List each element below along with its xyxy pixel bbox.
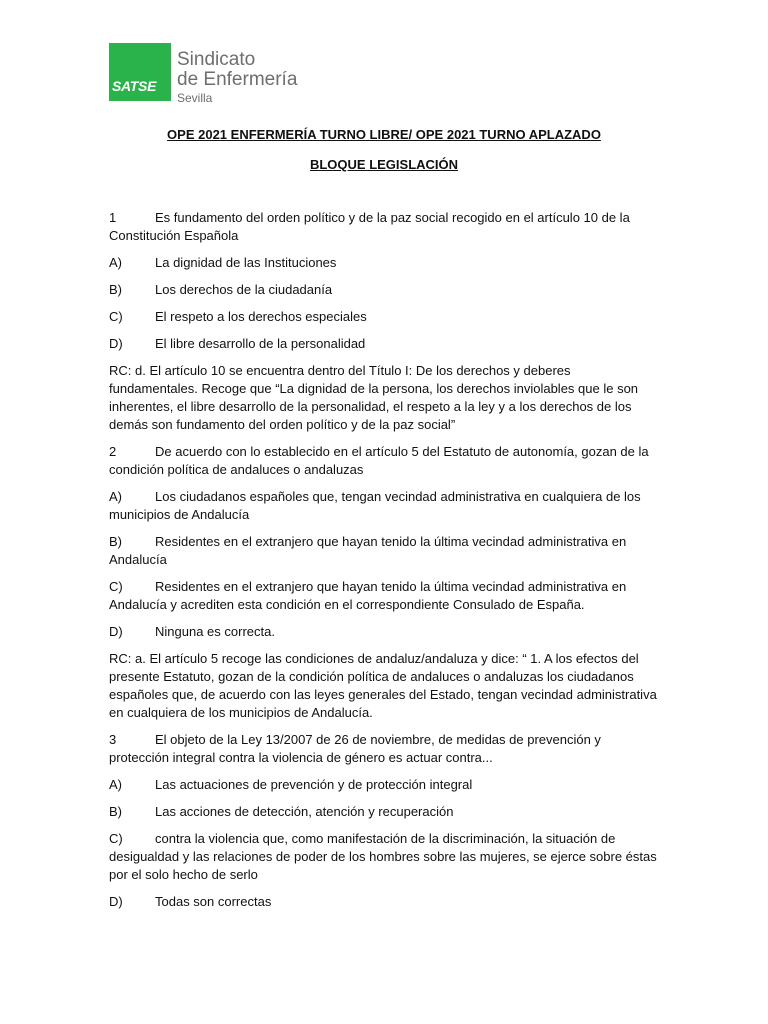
logo-line-sindicato: Sindicato [177, 49, 256, 70]
answer-option [109, 254, 661, 272]
answer-option [109, 308, 661, 326]
answer-option [109, 830, 661, 884]
logo-line-sevilla: Sevilla [177, 91, 213, 105]
option-text: Residentes en el extranjero que hayan tenido la última vecindad administrativa en Andalucía y acrediten esta condición en el correspondiente Consulado de España. [109, 579, 627, 612]
satse-logo [109, 43, 297, 105]
option-text: Las actuaciones de prevención y de protección integral [155, 777, 473, 792]
option-text: Los ciudadanos españoles que, tengan vecindad administrativa en cualquiera de los municipios de Andalucía [109, 489, 641, 522]
option-text: Ninguna es correcta. [155, 624, 275, 639]
option-label: B) [109, 534, 122, 549]
question-1 [109, 209, 661, 245]
option-label: D) [109, 894, 123, 909]
logo-line-enfermeria: de Enfermería [177, 69, 298, 90]
answer-option [109, 578, 661, 614]
question-3 [109, 731, 661, 767]
option-label: A) [109, 255, 122, 270]
option-label: A) [109, 489, 122, 504]
option-label: A) [109, 777, 122, 792]
option-label: B) [109, 282, 122, 297]
question-text: Es fundamento del orden político y de la paz social recogido en el artículo 10 de la Constitución Española [109, 210, 630, 243]
option-text: contra la violencia que, como manifestación de la discriminación, la situación de desigualdad y las relaciones de poder de los hombres sobre las mujeres, se ejerce sobre éstas por el solo hecho de serlo [109, 831, 657, 882]
option-label: B) [109, 804, 122, 819]
option-text: Las acciones de detección, atención y recuperación [155, 804, 454, 819]
answer-option [109, 281, 661, 299]
option-label: C) [109, 831, 123, 846]
question-text: El objeto de la Ley 13/2007 de 26 de noviembre, de medidas de prevención y protección integral contra la violencia de género es actuar contra... [109, 732, 601, 765]
satse-logo-mark [109, 43, 171, 101]
document-subtitle: BLOQUE LEGISLACIÓN [309, 157, 459, 172]
correct-answer-note: RC: d. El artículo 10 se encuentra dentro del Título I: De los derechos y deberes fundamentales. Recoge que “La dignidad de la persona, los derechos inviolables que le son inherentes, el libre desarrollo de la personalidad, el respeto a la ley y a los derechos de los demás son fundamento del orden político y de la paz social” [109, 363, 639, 432]
question-2 [109, 443, 661, 479]
answer-option [109, 488, 661, 524]
option-text: Residentes en el extranjero que hayan tenido la última vecindad administrativa en Andalucía [109, 534, 627, 567]
option-text: El libre desarrollo de la personalidad [155, 336, 366, 351]
answer-option [109, 776, 661, 794]
correct-answer-note: RC: a. El artículo 5 recoge las condiciones de andaluz/andaluza y dice: “ 1. A los efectos del presente Estatuto, gozan de la condición política de andaluces o andaluzas los ciudadanos españoles que, de acuerdo con las leyes generales del Estado, tengan vecindad administrativa en cualquiera de los municipios de Andalucía. [109, 651, 657, 720]
answer-option [109, 533, 661, 569]
option-label: C) [109, 309, 123, 324]
option-text: La dignidad de las Instituciones [155, 255, 337, 270]
option-label: D) [109, 624, 123, 639]
question-number: 3 [109, 732, 117, 747]
option-text: Todas son correctas [155, 894, 272, 909]
answer-option [109, 335, 661, 353]
answer-option [109, 803, 661, 821]
document-title: OPE 2021 ENFERMERÍA TURNO LIBRE/ OPE 2021 TURNO APLAZADO [167, 127, 601, 142]
question-number: 1 [109, 210, 117, 225]
option-text: El respeto a los derechos especiales [155, 309, 367, 324]
question-number: 2 [109, 444, 117, 459]
logo-wordmark [177, 43, 297, 105]
question-text: De acuerdo con lo establecido en el artículo 5 del Estatuto de autonomía, gozan de la condición política de andaluces o andaluzas [109, 444, 649, 477]
answer-option [109, 893, 661, 911]
document-body [109, 209, 661, 920]
answer-option [109, 623, 661, 641]
option-label: D) [109, 336, 123, 351]
option-label: C) [109, 579, 123, 594]
logo-box-text: SATSE [112, 78, 157, 94]
option-text: Los derechos de la ciudadanía [155, 282, 333, 297]
